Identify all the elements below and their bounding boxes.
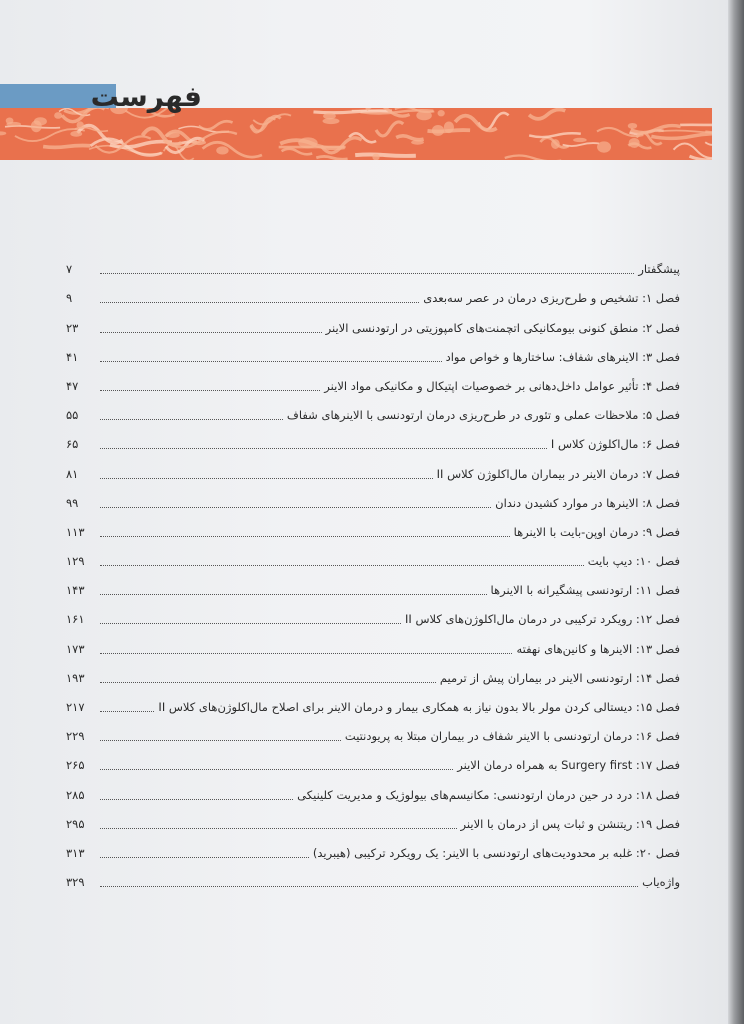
toc-entry-title: فصل ۱۱: ارتودنسی پیشگیرانه با الاینرها <box>490 583 680 598</box>
toc-entry <box>66 365 680 394</box>
dot-leader <box>100 768 453 770</box>
toc-entry-page-number: ۲۶۵ <box>66 758 85 773</box>
toc-entry <box>66 336 680 365</box>
dot-leader <box>100 477 433 479</box>
toc-entry-title: پیشگفتار <box>638 262 680 277</box>
toc-entry-page-number: ۳۱۳ <box>66 845 85 860</box>
toc-entry <box>66 657 680 686</box>
dot-leader <box>100 272 634 274</box>
dot-leader <box>100 798 293 800</box>
page-edge-shadow <box>728 0 744 1024</box>
dot-leader <box>100 681 436 683</box>
toc-entry <box>66 482 680 511</box>
dot-leader <box>100 593 487 595</box>
toc-entry-page-number: ۹۹ <box>66 495 79 510</box>
dot-leader <box>100 506 491 508</box>
dot-leader <box>100 564 584 566</box>
dot-leader <box>100 535 510 537</box>
toc-entry-page-number: ۱۶۱ <box>66 612 85 627</box>
page-title: فهرست <box>90 80 202 113</box>
toc-entry-page-number: ۲۳ <box>66 320 79 335</box>
toc-entry-title: فصل ۱۲: رویکرد ترکیبی در درمان مال‌اکلوژن‌های کلاس II <box>405 612 680 627</box>
toc-entry-title: فصل ۱۳: الاینرها و کانین‌های نهفته <box>516 641 680 656</box>
toc-entry-title: فصل ۲۰: غلبه بر محدودیت‌های ارتودنسی با الاینر: یک رویکرد ترکیبی (هیبرید) <box>312 845 680 860</box>
toc-entry <box>66 627 680 656</box>
toc-entry-page-number: ۳۲۹ <box>66 875 85 890</box>
toc-entry <box>66 277 680 306</box>
toc-entry-title: فصل ۶: مال‌اکلوژن کلاس I <box>550 437 680 452</box>
toc-entry <box>66 598 680 627</box>
toc-entry <box>66 452 680 481</box>
toc-entry <box>66 686 680 715</box>
toc-entry <box>66 715 680 744</box>
toc-entry-page-number: ۱۹۳ <box>66 670 85 685</box>
toc-entry-title: فصل ۱۶: درمان ارتودنسی با الاینر شفاف در بیماران مبتلا به پریودنتیت <box>344 729 680 744</box>
toc-entry <box>66 394 680 423</box>
dot-leader <box>100 622 401 624</box>
dot-leader <box>100 389 320 391</box>
dot-leader <box>100 739 341 741</box>
toc-entry-title: فصل ۹: درمان اوپن-بایت با الاینرها <box>513 524 680 539</box>
toc-entry <box>66 423 680 452</box>
toc-entry-page-number: ۱۷۳ <box>66 641 85 656</box>
toc-entry-page-number: ۲۹۵ <box>66 816 85 831</box>
toc-entry-page-number: ۴۷ <box>66 378 79 393</box>
toc-entry-page-number: ۷ <box>66 262 73 277</box>
toc-entry-title: فصل ۲: منطق کنونی بیومکانیکی اتچمنت‌های کامپوزیتی در ارتودنسی الاینر <box>325 320 680 335</box>
toc-entry-page-number: ۱۲۹ <box>66 554 85 569</box>
toc-entry-page-number: ۹ <box>66 291 73 306</box>
toc-entry-page-number: ۴۱ <box>66 349 79 364</box>
toc-entry-page-number: ۲۱۷ <box>66 700 85 714</box>
toc-entry-page-number: ۱۴۳ <box>66 583 85 598</box>
dot-leader <box>100 885 638 887</box>
toc-entry-title: فصل ۱: تشخیص و طرح‌ریزی درمان در عصر سه‌بعدی <box>423 291 680 306</box>
toc-entry-title: فصل ۱۰: دیپ بایت <box>587 554 680 569</box>
toc-entry-title: فصل ۱۸: درد در حین درمان ارتودنسی: مکانیسم‌های بیولوژیک و مدیریت کلینیکی <box>297 787 680 802</box>
dot-leader <box>100 652 512 654</box>
toc-entry-title: فصل ۱۵: دیستالی کردن مولر بالا بدون نیاز به همکاری بیمار و درمان الاینر برای اصلاح مال‌اکلوژن‌های کلاس II <box>158 700 680 714</box>
toc-entry <box>66 832 680 861</box>
toc-entry-title: فصل ۷: درمان الاینر در بیماران مال‌اکلوژن کلاس II <box>436 466 680 481</box>
toc-entry-page-number: ۶۵ <box>66 437 79 452</box>
toc-entry-title: فصل ۳: الاینرهای شفاف: ساختارها و خواص مواد <box>445 349 680 364</box>
toc-entry <box>66 744 680 773</box>
toc-entry <box>66 306 680 335</box>
toc-entry-title: فصل ۱۴: ارتودنسی الاینر در بیماران پیش از ترمیم <box>439 670 680 685</box>
toc-entry <box>66 773 680 802</box>
dot-leader <box>100 710 154 712</box>
toc-entry-title: واژه‌یاب <box>642 875 680 890</box>
dot-leader <box>100 360 442 362</box>
toc-entry <box>66 803 680 832</box>
dot-leader <box>100 418 283 420</box>
toc-entry-title: فصل ۱۷: Surgery first به همراه درمان الاینر <box>457 758 680 773</box>
toc-entry <box>66 540 680 569</box>
toc-entry <box>66 569 680 598</box>
toc-entry-page-number: ۲۲۹ <box>66 729 85 744</box>
table-of-contents <box>66 248 680 890</box>
toc-entry-title: فصل ۸: الاینرها در موارد کشیدن دندان <box>495 495 680 510</box>
dot-leader <box>100 331 322 333</box>
toc-entry <box>66 248 680 277</box>
toc-entry-page-number: ۲۸۵ <box>66 787 85 802</box>
dot-leader <box>100 856 309 858</box>
toc-entry-page-number: ۸۱ <box>66 466 79 481</box>
toc-entry-title: فصل ۴: تأثیر عوامل داخل‌دهانی بر خصوصیات اپتیکال و مکانیکی مواد الاینر <box>324 378 680 393</box>
toc-entry-page-number: ۱۱۳ <box>66 524 85 539</box>
toc-entry-title: فصل ۵: ملاحظات عملی و تئوری در طرح‌ریزی درمان ارتودنسی با الاینرهای شفاف <box>286 408 680 423</box>
dot-leader <box>100 827 457 829</box>
toc-entry-title: فصل ۱۹: ریتنشن و ثبات پس از درمان با الاینر <box>460 816 680 831</box>
toc-entry <box>66 861 680 890</box>
toc-entry-page-number: ۵۵ <box>66 408 79 423</box>
toc-entry <box>66 511 680 540</box>
dot-leader <box>100 301 419 303</box>
dot-leader <box>100 447 547 449</box>
